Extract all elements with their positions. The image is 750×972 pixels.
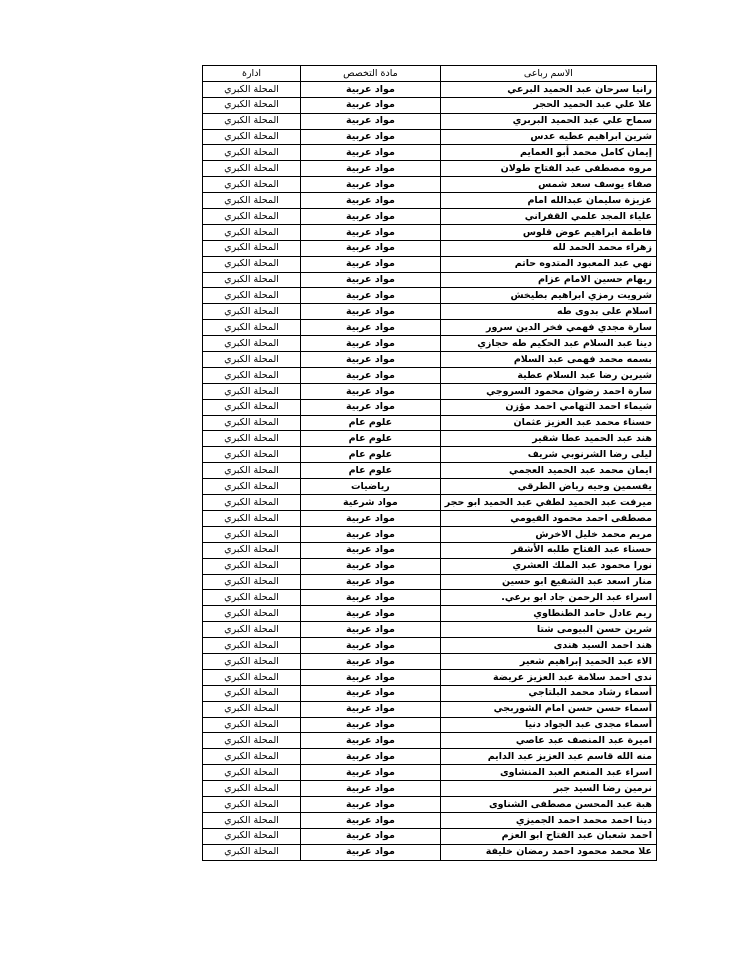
name-cell: الاء عبد الحميد إبراهيم شعير bbox=[440, 653, 656, 669]
subject-cell: مواد عربية bbox=[301, 97, 441, 113]
subject-cell: مواد عربية bbox=[301, 383, 441, 399]
subject-cell: مواد عربية bbox=[301, 352, 441, 368]
name-cell: حسناء محمد عبد العزيز عثمان bbox=[440, 415, 656, 431]
subject-cell: مواد عربية bbox=[301, 177, 441, 193]
admin-cell: المحلة الكبري bbox=[203, 97, 301, 113]
header-admin: ادارة bbox=[203, 66, 301, 82]
subject-cell: مواد عربية bbox=[301, 224, 441, 240]
name-cell: أسماء حسن حسن امام الشوربجي bbox=[440, 701, 656, 717]
admin-cell: المحلة الكبري bbox=[203, 844, 301, 860]
subject-cell: مواد عربية bbox=[301, 781, 441, 797]
subject-cell: مواد عربية bbox=[301, 113, 441, 129]
admin-cell: المحلة الكبري bbox=[203, 622, 301, 638]
admin-cell: المحلة الكبري bbox=[203, 765, 301, 781]
name-cell: زهراء محمد الحمد لله bbox=[440, 240, 656, 256]
subject-cell: مواد عربية bbox=[301, 272, 441, 288]
subject-cell: مواد عربية bbox=[301, 653, 441, 669]
subject-cell: مواد عربية bbox=[301, 81, 441, 97]
name-cell: ندى احمد سلامة عبد العزيز عريضة bbox=[440, 669, 656, 685]
table-row bbox=[203, 542, 657, 558]
subject-cell: مواد عربية bbox=[301, 336, 441, 352]
table-row bbox=[203, 796, 657, 812]
subject-cell: مواد عربية bbox=[301, 638, 441, 654]
header-row bbox=[203, 66, 657, 82]
admin-cell: المحلة الكبري bbox=[203, 590, 301, 606]
admin-cell: المحلة الكبري bbox=[203, 81, 301, 97]
name-cell: يفسمين وجيه رياض الطرقي bbox=[440, 479, 656, 495]
subject-cell: مواد عربية bbox=[301, 256, 441, 272]
subject-cell: مواد عربية bbox=[301, 590, 441, 606]
table-row bbox=[203, 367, 657, 383]
name-cell: نهي عبد المعبود المتدوه حاتم bbox=[440, 256, 656, 272]
name-cell: هبة عبد المحسن مصطفى الشناوى bbox=[440, 796, 656, 812]
roster-table bbox=[202, 65, 657, 861]
table-row bbox=[203, 145, 657, 161]
name-cell: علياء المجد علمي القفراني bbox=[440, 209, 656, 225]
subject-cell: مواد عربية bbox=[301, 733, 441, 749]
table-row bbox=[203, 669, 657, 685]
admin-cell: المحلة الكبري bbox=[203, 733, 301, 749]
table-row bbox=[203, 463, 657, 479]
subject-cell: مواد عربية bbox=[301, 749, 441, 765]
subject-cell: مواد عربية bbox=[301, 606, 441, 622]
admin-cell: المحلة الكبري bbox=[203, 193, 301, 209]
table-row bbox=[203, 177, 657, 193]
admin-cell: المحلة الكبري bbox=[203, 463, 301, 479]
admin-cell: المحلة الكبري bbox=[203, 177, 301, 193]
table-row bbox=[203, 622, 657, 638]
admin-cell: المحلة الكبري bbox=[203, 796, 301, 812]
header-subject: مادة التخصص bbox=[301, 66, 441, 82]
name-cell: إيمان كامل محمد أبو العمايم bbox=[440, 145, 656, 161]
table-row bbox=[203, 320, 657, 336]
subject-cell: مواد عربية bbox=[301, 622, 441, 638]
table-row bbox=[203, 558, 657, 574]
subject-cell: رياضيات bbox=[301, 479, 441, 495]
name-cell: شرويت رمزي ابراهيم بطيخش bbox=[440, 288, 656, 304]
admin-cell: المحلة الكبري bbox=[203, 749, 301, 765]
name-cell: أسماء رشاد محمد البلتاجي bbox=[440, 685, 656, 701]
name-cell: علا محمد محمود احمد رمضان خليفة bbox=[440, 844, 656, 860]
admin-cell: المحلة الكبري bbox=[203, 304, 301, 320]
name-cell: ميرفت عبد الحميد لطفي عبد الحميد ابو حجر bbox=[440, 495, 656, 511]
subject-cell: مواد عربية bbox=[301, 161, 441, 177]
admin-cell: المحلة الكبري bbox=[203, 272, 301, 288]
table-row bbox=[203, 129, 657, 145]
subject-cell: مواد عربية bbox=[301, 510, 441, 526]
table-row bbox=[203, 844, 657, 860]
table-row bbox=[203, 256, 657, 272]
admin-cell: المحلة الكبري bbox=[203, 336, 301, 352]
admin-cell: المحلة الكبري bbox=[203, 812, 301, 828]
subject-cell: مواد عربية bbox=[301, 193, 441, 209]
admin-cell: المحلة الكبري bbox=[203, 781, 301, 797]
table-row bbox=[203, 431, 657, 447]
admin-cell: المحلة الكبري bbox=[203, 288, 301, 304]
subject-cell: مواد عربية bbox=[301, 367, 441, 383]
table-row bbox=[203, 336, 657, 352]
name-cell: ريم عادل حامد الطنطاوي bbox=[440, 606, 656, 622]
name-cell: ايمان محمد عبد الحميد العجمي bbox=[440, 463, 656, 479]
table-row bbox=[203, 447, 657, 463]
name-cell: عزيزة سليمان عبدالله امام bbox=[440, 193, 656, 209]
table-row bbox=[203, 638, 657, 654]
subject-cell: مواد عربية bbox=[301, 812, 441, 828]
table-row bbox=[203, 161, 657, 177]
table-row bbox=[203, 717, 657, 733]
admin-cell: المحلة الكبري bbox=[203, 224, 301, 240]
roster-body bbox=[203, 81, 657, 860]
subject-cell: مواد عربية bbox=[301, 717, 441, 733]
table-row bbox=[203, 113, 657, 129]
subject-cell: مواد عربية bbox=[301, 574, 441, 590]
admin-cell: المحلة الكبري bbox=[203, 606, 301, 622]
name-cell: مروه مصطفى عبد الفتاح طولان bbox=[440, 161, 656, 177]
table-row bbox=[203, 240, 657, 256]
admin-cell: المحلة الكبري bbox=[203, 256, 301, 272]
table-row bbox=[203, 574, 657, 590]
name-cell: فاطمة ابراهيم عوض قلوس bbox=[440, 224, 656, 240]
subject-cell: مواد عربية bbox=[301, 685, 441, 701]
table-row bbox=[203, 781, 657, 797]
name-cell: شرين حسن البيومى شتا bbox=[440, 622, 656, 638]
subject-cell: علوم عام bbox=[301, 447, 441, 463]
admin-cell: المحلة الكبري bbox=[203, 113, 301, 129]
subject-cell: مواد عربية bbox=[301, 399, 441, 415]
name-cell: اسراء عبد الرحمن جاد ابو برعي. bbox=[440, 590, 656, 606]
admin-cell: المحلة الكبري bbox=[203, 526, 301, 542]
subject-cell: مواد عربية bbox=[301, 796, 441, 812]
name-cell: اسراء عبد المنعم العبد المنشاوى bbox=[440, 765, 656, 781]
subject-cell: مواد عربية bbox=[301, 209, 441, 225]
subject-cell: مواد عربية bbox=[301, 701, 441, 717]
name-cell: بسمه محمد فهمى عبد السلام bbox=[440, 352, 656, 368]
subject-cell: مواد عربية bbox=[301, 542, 441, 558]
subject-cell: مواد عربية bbox=[301, 669, 441, 685]
name-cell: شيرين رضا عبد السلام عطية bbox=[440, 367, 656, 383]
admin-cell: المحلة الكبري bbox=[203, 161, 301, 177]
subject-cell: مواد عربية bbox=[301, 145, 441, 161]
subject-cell: علوم عام bbox=[301, 431, 441, 447]
admin-cell: المحلة الكبري bbox=[203, 415, 301, 431]
name-cell: منه الله قاسم عبد العزيز عبد الدايم bbox=[440, 749, 656, 765]
subject-cell: مواد عربية bbox=[301, 320, 441, 336]
subject-cell: مواد عربية bbox=[301, 828, 441, 844]
subject-cell: مواد عربية bbox=[301, 304, 441, 320]
header-name: الاسم رباعى bbox=[440, 66, 656, 82]
admin-cell: المحلة الكبري bbox=[203, 145, 301, 161]
admin-cell: المحلة الكبري bbox=[203, 669, 301, 685]
table-row bbox=[203, 765, 657, 781]
table-row bbox=[203, 81, 657, 97]
table-row bbox=[203, 701, 657, 717]
table-row bbox=[203, 97, 657, 113]
name-cell: مصطفى احمد محمود الفيومي bbox=[440, 510, 656, 526]
admin-cell: المحلة الكبري bbox=[203, 367, 301, 383]
name-cell: علا علي عبد الحميد الحجر bbox=[440, 97, 656, 113]
admin-cell: المحلة الكبري bbox=[203, 574, 301, 590]
name-cell: اميرة عبد المنصف عبد عاصي bbox=[440, 733, 656, 749]
table-row bbox=[203, 749, 657, 765]
name-cell: صفاء يوسف سعد شمس bbox=[440, 177, 656, 193]
admin-cell: المحلة الكبري bbox=[203, 558, 301, 574]
admin-cell: المحلة الكبري bbox=[203, 701, 301, 717]
admin-cell: المحلة الكبري bbox=[203, 352, 301, 368]
table-row bbox=[203, 510, 657, 526]
name-cell: دينا عبد السلام عبد الحكيم طه حجازي bbox=[440, 336, 656, 352]
admin-cell: المحلة الكبري bbox=[203, 320, 301, 336]
table-row bbox=[203, 812, 657, 828]
table-row bbox=[203, 685, 657, 701]
subject-cell: مواد عربية bbox=[301, 240, 441, 256]
subject-cell: مواد عربية bbox=[301, 558, 441, 574]
table-row bbox=[203, 352, 657, 368]
table-row bbox=[203, 272, 657, 288]
subject-cell: مواد عربية bbox=[301, 844, 441, 860]
subject-cell: مواد شرعية bbox=[301, 495, 441, 511]
subject-cell: مواد عربية bbox=[301, 288, 441, 304]
table-row bbox=[203, 399, 657, 415]
table-row bbox=[203, 653, 657, 669]
table-row bbox=[203, 479, 657, 495]
admin-cell: المحلة الكبري bbox=[203, 495, 301, 511]
table-row bbox=[203, 209, 657, 225]
admin-cell: المحلة الكبري bbox=[203, 653, 301, 669]
name-cell: حسناء عبد الفتاح طلبه الأشقر bbox=[440, 542, 656, 558]
admin-cell: المحلة الكبري bbox=[203, 510, 301, 526]
admin-cell: المحلة الكبري bbox=[203, 240, 301, 256]
name-cell: نورا محمود عبد الملك العشري bbox=[440, 558, 656, 574]
name-cell: اسلام على بدوى طه bbox=[440, 304, 656, 320]
name-cell: نرمين رضا السيد جبر bbox=[440, 781, 656, 797]
subject-cell: مواد عربية bbox=[301, 526, 441, 542]
admin-cell: المحلة الكبري bbox=[203, 431, 301, 447]
name-cell: هند احمد السيد هندى bbox=[440, 638, 656, 654]
admin-cell: المحلة الكبري bbox=[203, 542, 301, 558]
admin-cell: المحلة الكبري bbox=[203, 685, 301, 701]
name-cell: احمد شعبان عبد الفتاح ابو العزم bbox=[440, 828, 656, 844]
name-cell: ريهام حسين الامام عزام bbox=[440, 272, 656, 288]
name-cell: أسماء مجدى عبد الجواد دنيا bbox=[440, 717, 656, 733]
table-row bbox=[203, 495, 657, 511]
name-cell: رانيا سرحان عبد الحميد البرعي bbox=[440, 81, 656, 97]
name-cell: دينا احمد محمد احمد الجميزي bbox=[440, 812, 656, 828]
admin-cell: المحلة الكبري bbox=[203, 717, 301, 733]
table-row bbox=[203, 383, 657, 399]
name-cell: ليلى رضا الشرنوبي شريف bbox=[440, 447, 656, 463]
admin-cell: المحلة الكبري bbox=[203, 447, 301, 463]
name-cell: سماح علي عبد الحميد البربري bbox=[440, 113, 656, 129]
name-cell: مريم محمد خليل الاخرش bbox=[440, 526, 656, 542]
table-row bbox=[203, 193, 657, 209]
table-row bbox=[203, 606, 657, 622]
table-row bbox=[203, 288, 657, 304]
name-cell: سارة احمد رضوان محمود السروجي bbox=[440, 383, 656, 399]
admin-cell: المحلة الكبري bbox=[203, 399, 301, 415]
table-row bbox=[203, 526, 657, 542]
admin-cell: المحلة الكبري bbox=[203, 129, 301, 145]
table-row bbox=[203, 415, 657, 431]
name-cell: هند عبد الحميد عطا شقير bbox=[440, 431, 656, 447]
admin-cell: المحلة الكبري bbox=[203, 638, 301, 654]
table-row bbox=[203, 224, 657, 240]
table-row bbox=[203, 304, 657, 320]
admin-cell: المحلة الكبري bbox=[203, 383, 301, 399]
admin-cell: المحلة الكبري bbox=[203, 828, 301, 844]
admin-cell: المحلة الكبري bbox=[203, 479, 301, 495]
subject-cell: مواد عربية bbox=[301, 129, 441, 145]
name-cell: شرين ابراهيم عطيه عدس bbox=[440, 129, 656, 145]
name-cell: سارة مجدي فهمي فخر الدين سرور bbox=[440, 320, 656, 336]
admin-cell: المحلة الكبري bbox=[203, 209, 301, 225]
subject-cell: مواد عربية bbox=[301, 765, 441, 781]
table-row bbox=[203, 828, 657, 844]
name-cell: شيماء احمد التهامي احمد مؤزن bbox=[440, 399, 656, 415]
subject-cell: علوم عام bbox=[301, 463, 441, 479]
subject-cell: علوم عام bbox=[301, 415, 441, 431]
table-row bbox=[203, 590, 657, 606]
table-row bbox=[203, 733, 657, 749]
name-cell: منار اسعد عبد الشفيع ابو حسين bbox=[440, 574, 656, 590]
